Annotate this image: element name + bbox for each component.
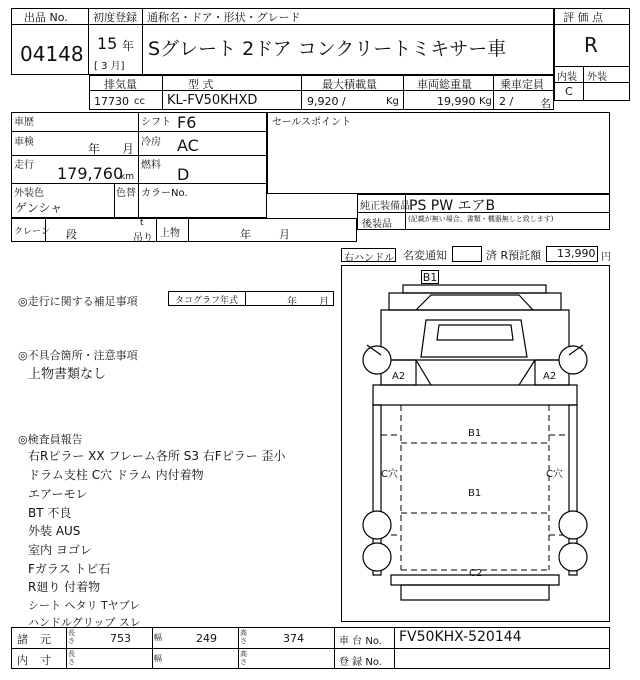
crane-step: 段 <box>66 228 77 241</box>
inspector-line-9: シート ヘタリ Tヤブレ <box>28 599 141 612</box>
inspector-line-5: 外装 AUS <box>28 524 81 538</box>
mark-b1-middle: B1 <box>468 428 482 439</box>
aircon-value: AC <box>177 136 199 155</box>
mark-b1-lower: B1 <box>468 488 482 499</box>
dims-label-2: 元 <box>40 633 51 646</box>
length-value: 753 <box>110 632 131 645</box>
inspector-line-6: 室内 ヨゴレ <box>28 543 92 557</box>
color-change-label: 色替 <box>116 188 136 199</box>
registration-label: 登 録 No. <box>339 657 382 668</box>
tachograph-month: 月 <box>319 297 329 308</box>
defects-heading: ◎不具合箇所・注意事項 <box>18 349 138 362</box>
interior-grade-label: 内装 <box>557 72 577 83</box>
crane-row <box>11 218 357 242</box>
aircon-label: 冷房 <box>141 137 161 148</box>
color-no-label: カラーNo. <box>141 188 188 199</box>
mark-b1-top: B1 <box>422 271 438 284</box>
vehicle-title: Sグレート 2ドア コンクリートミキサー車 <box>148 38 507 60</box>
capacity-unit: 名 <box>540 97 551 110</box>
capacity-value: 2 / <box>499 95 514 108</box>
inner-width-label: 幅 <box>154 654 162 663</box>
mark-a2-left: A2 <box>392 371 406 382</box>
inner-length-label: 長さ <box>68 650 75 666</box>
model-value: KL-FV50KHXD <box>167 93 258 108</box>
mark-c-hole-left: C穴 <box>381 469 398 480</box>
first-reg-month: [ 3 月] <box>94 61 125 72</box>
displacement-value: 17730 <box>94 95 129 108</box>
interior-grade: C <box>565 85 573 98</box>
first-reg-year: 15 <box>97 34 118 53</box>
lot-number: 04148 <box>20 42 84 66</box>
inner-label-2: 寸 <box>40 654 51 667</box>
mark-a2-right: A2 <box>543 371 557 382</box>
mileage-value: 179,760 <box>57 164 124 183</box>
displacement-unit: cc <box>134 96 145 107</box>
inner-height-label: 高さ <box>240 650 247 666</box>
aftermarket-note: (記載が無い場合、書類・機器無しと致します) <box>408 215 554 223</box>
name-change-label: 名変通知 <box>403 249 447 262</box>
mileage-unit: km <box>120 172 134 182</box>
lot-label: 出品 No. <box>24 11 68 24</box>
height-value: 374 <box>283 632 304 645</box>
chassis-value: FV50KHX-520144 <box>399 629 522 645</box>
inspection-month: 月 <box>122 142 135 156</box>
deposit-value: 13,990 <box>557 247 596 260</box>
max-load-label: 最大積載量 <box>322 78 377 91</box>
history-label: 車歴 <box>14 117 34 128</box>
crane-ton-label: 吊り <box>133 233 153 244</box>
gross-weight-label: 車両総重量 <box>417 78 472 91</box>
mileage-label: 走行 <box>14 160 34 171</box>
color-value: ゲンシャ <box>15 201 63 215</box>
max-load-unit: Kg <box>386 96 399 107</box>
crane-label: クレーン <box>14 227 50 237</box>
deck-month: 月 <box>279 228 290 241</box>
rhd-label: 右ハンドル <box>344 253 394 264</box>
equipment-value: PS PW エアB <box>409 198 496 214</box>
first-reg-label: 初度登録 <box>93 11 137 24</box>
height-label: 高さ <box>240 629 247 645</box>
width-value: 249 <box>196 632 217 645</box>
shift-label: シフト <box>141 117 171 128</box>
color-label: 外装色 <box>14 188 44 199</box>
inspector-line-8: R廻り 付着物 <box>28 580 101 594</box>
sales-point-label: セールスポイント <box>272 117 352 128</box>
displacement-label: 排気量 <box>104 78 137 91</box>
shift-value: F6 <box>177 113 197 132</box>
inspection-year: 年 <box>88 142 101 156</box>
exterior-grade-label: 外装 <box>587 72 607 83</box>
inspector-line-7: Fガラス トビ石 <box>28 562 111 576</box>
inspector-line-1: 右Rピラー XX フレーム各所 S3 右Fピラー 歪小 <box>28 449 286 463</box>
model-label: 型 式 <box>188 78 214 91</box>
mark-c-hole-right: C穴 <box>546 469 563 480</box>
fuel-label: 燃料 <box>141 160 161 171</box>
width-label: 幅 <box>154 633 162 642</box>
gross-weight-unit: Kg <box>479 96 492 107</box>
inspector-line-10: ハンドルグリップ スレ <box>28 616 141 629</box>
fuel-value: D <box>177 165 190 184</box>
mark-c2-bottom: C2 <box>469 568 483 579</box>
dims-label: 諸 <box>17 633 28 646</box>
deposit-label: 済 R預託額 <box>486 249 542 262</box>
inspector-line-2: ドラム支柱 C穴 ドラム 内付着物 <box>28 468 204 482</box>
tachograph-label: タコグラフ年式 <box>175 296 239 306</box>
tachograph-year: 年 <box>287 297 297 308</box>
grade-value: R <box>584 33 598 57</box>
inspector-line-4: BT 不良 <box>28 506 72 520</box>
max-load-value: 9,920 / <box>307 95 346 108</box>
name-change-checkbox <box>452 246 482 262</box>
supplement-heading: ◎走行に関する補足事項 <box>18 295 138 308</box>
aftermarket-label: 後装品 <box>362 219 392 230</box>
defects-text: 上物書類なし <box>28 367 107 382</box>
length-label: 長さ <box>68 629 75 645</box>
gross-weight-value: 19,990 <box>437 95 476 108</box>
inspection-label: 車検 <box>14 137 34 148</box>
equipment-label: 純正装備品 <box>360 201 410 212</box>
inspector-line-3: エアーモレ <box>28 487 88 501</box>
inspector-heading: ◎検査員報告 <box>18 433 83 446</box>
deposit-unit: 円 <box>601 252 611 263</box>
crane-ton-unit: t <box>140 218 144 228</box>
deck-label: 上物 <box>160 228 180 239</box>
chassis-label: 車 台 No. <box>339 636 382 647</box>
deck-year: 年 <box>240 228 251 241</box>
name-label: 通称名・ドア・形状・グレード <box>147 11 301 24</box>
grade-label: 評 価 点 <box>563 11 603 24</box>
capacity-label: 乗車定員 <box>500 78 544 91</box>
inner-label: 内 <box>17 654 28 667</box>
first-reg-year-unit: 年 <box>122 39 135 53</box>
